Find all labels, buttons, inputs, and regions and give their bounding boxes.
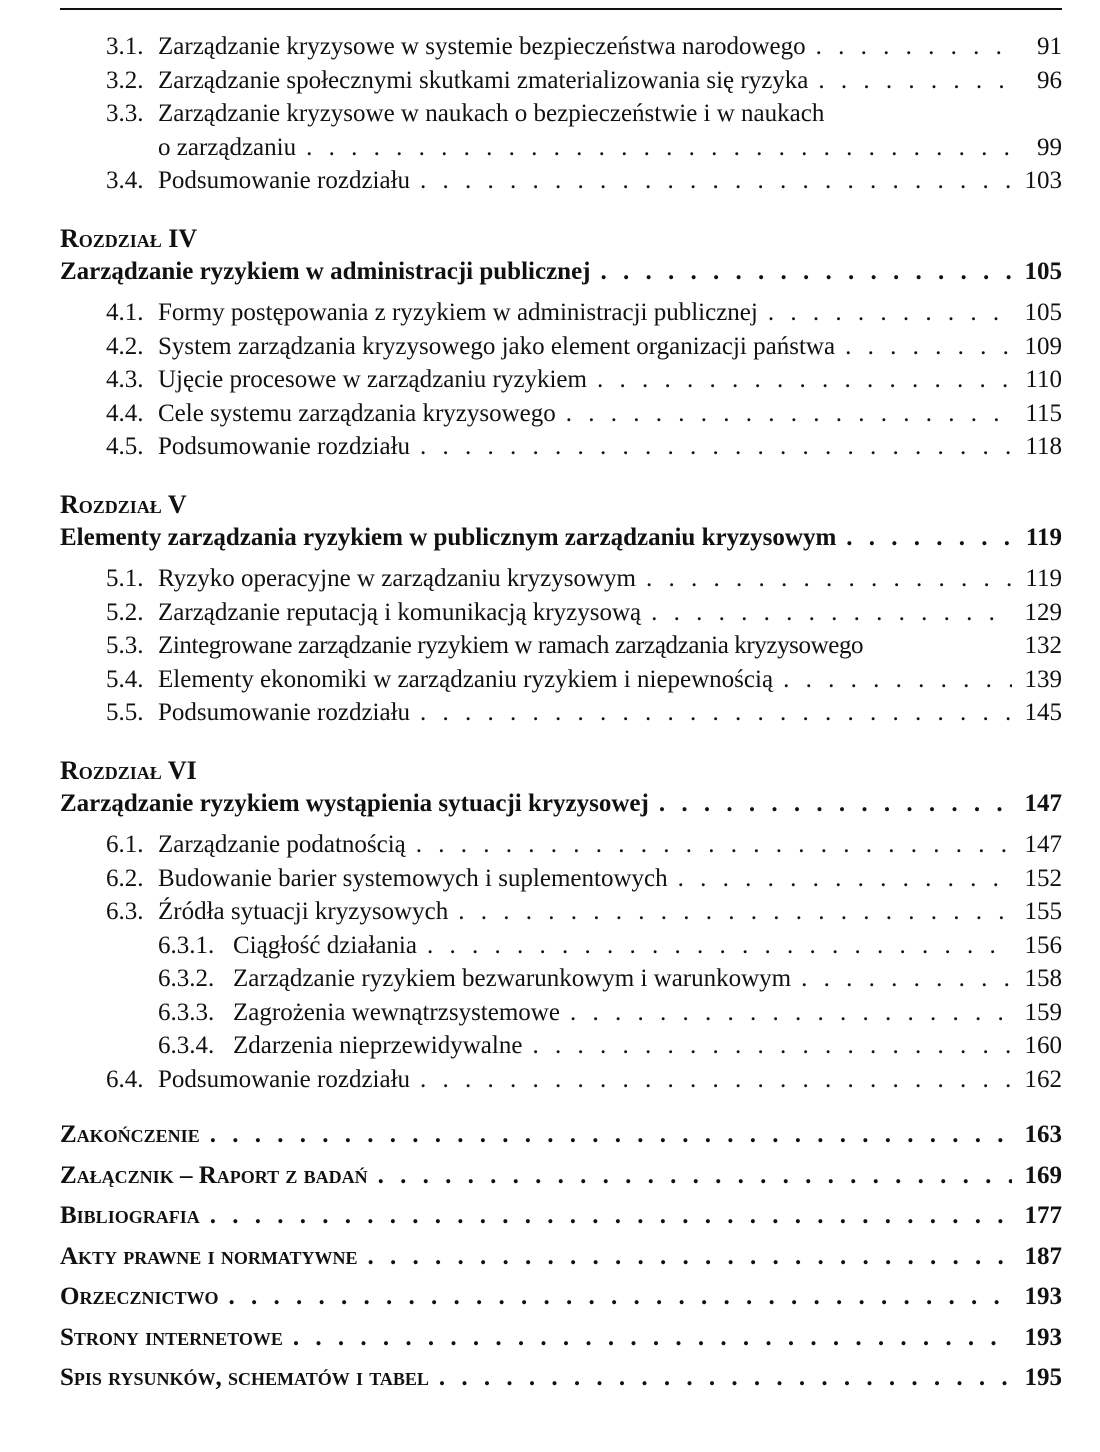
entry-number: 5.4. <box>106 665 144 693</box>
entry-page: 177 <box>1024 1202 1062 1229</box>
dot-leader <box>678 862 1012 896</box>
entry-page: 156 <box>1024 931 1062 959</box>
entry-page: 160 <box>1024 1032 1062 1059</box>
entry-number: 6.1. <box>106 831 144 858</box>
dot-leader <box>768 296 1012 330</box>
entry-title: Zdarzenia nieprzewidywalne <box>233 1032 523 1059</box>
entry-title: Formy postępowania z ryzykiem w administracji publicznej <box>158 299 758 326</box>
entry-title: Ryzyko operacyjne w zarządzaniu kryzysowym <box>158 565 636 592</box>
entry-number: 5.3. <box>106 632 144 659</box>
entry-page: 195 <box>1024 1364 1062 1391</box>
dot-leader <box>210 1199 1012 1233</box>
entry-title: Elementy ekonomiki w zarządzaniu ryzykiem i niepewnością <box>158 665 774 693</box>
toc-entry-4-2 <box>60 330 1062 364</box>
entry-number: 6.4. <box>106 1065 144 1093</box>
entry-title: System zarządzania kryzysowego jako element organizacji państwa <box>158 332 836 360</box>
entry-page: 132 <box>1024 632 1062 659</box>
entry-title: Zarządzanie kryzysowe w systemie bezpieczeństwa narodowego <box>158 33 806 60</box>
toc-entry-6-4 <box>60 1063 1062 1097</box>
dot-leader <box>846 521 1012 555</box>
toc-entry-4-5 <box>60 430 1062 464</box>
entry-page: 145 <box>1024 699 1062 726</box>
entry-title: Zarządzanie kryzysowe w naukach o bezpieczeństwie i w naukach <box>158 100 825 127</box>
toc-entry-5-2 <box>60 596 1062 630</box>
entry-page: 118 <box>1025 433 1062 460</box>
entry-number: 5.5. <box>106 699 144 726</box>
entry-number: 4.2. <box>106 332 144 360</box>
entry-page: 169 <box>1024 1161 1062 1189</box>
entry-number: 6.3. <box>106 898 144 925</box>
entry-page: 129 <box>1024 598 1062 626</box>
entry-number: 4.3. <box>106 366 144 393</box>
dot-leader <box>570 996 1012 1030</box>
dot-leader <box>420 430 1012 464</box>
toc-end-strony-internetowe <box>60 1321 1062 1355</box>
toc-entry-6-1 <box>60 828 1062 862</box>
entry-page: 147 <box>1024 789 1062 817</box>
dot-leader <box>651 596 1012 630</box>
entry-page: 105 <box>1024 299 1062 326</box>
entry-title: Budowanie barier systemowych i suplementowych <box>158 864 668 892</box>
entry-page: 103 <box>1024 167 1062 194</box>
entry-page: 163 <box>1024 1121 1062 1148</box>
entry-number: 3.2. <box>106 66 144 94</box>
dot-leader <box>818 64 1012 98</box>
dot-leader <box>420 164 1012 198</box>
entry-number: 6.3.2. <box>158 965 215 992</box>
dot-leader <box>367 1240 1012 1274</box>
entry-title: Źródła sytuacji kryzysowych <box>158 898 449 925</box>
dot-leader <box>816 30 1012 64</box>
entry-page: 155 <box>1024 898 1062 925</box>
toc-entry-4-4 <box>60 397 1062 431</box>
entry-number: 3.3. <box>106 100 144 127</box>
dot-leader <box>597 363 1012 397</box>
entry-page: 147 <box>1024 831 1062 858</box>
entry-title: Podsumowanie rozdziału <box>158 167 411 194</box>
entry-title: Bibliografia <box>60 1202 200 1229</box>
toc-entry-3-3-cont <box>60 131 1062 165</box>
dot-leader <box>427 929 1012 963</box>
dot-leader <box>228 1280 1012 1314</box>
entry-number: 6.3.4. <box>158 1032 215 1059</box>
entry-number: 6.3.1. <box>158 931 215 959</box>
chapter-title <box>60 521 1062 555</box>
entry-page: 99 <box>1037 133 1062 161</box>
entry-number: 4.1. <box>106 299 144 326</box>
dot-leader <box>532 1029 1012 1063</box>
dot-leader <box>659 787 1012 821</box>
entry-page: 105 <box>1024 257 1062 285</box>
entry-page: 110 <box>1025 366 1062 393</box>
toc-entry-4-1 <box>60 296 1062 330</box>
dot-leader <box>439 1361 1012 1395</box>
entry-page: 96 <box>1037 66 1062 94</box>
toc-end-bibliografia <box>60 1199 1062 1233</box>
toc-entry-6-3-1 <box>60 929 1062 963</box>
top-rule <box>60 8 1062 10</box>
dot-leader <box>783 663 1012 697</box>
entry-title: Zarządzanie społecznymi skutkami zmaterializowania się ryzyka <box>158 66 809 94</box>
dot-leader <box>646 562 1012 596</box>
chapter-title-text: Zarządzanie ryzykiem w administracji publicznej <box>60 257 591 285</box>
table-of-contents <box>60 30 1062 1395</box>
toc-entry-6-3-3 <box>60 996 1062 1030</box>
entry-page: 115 <box>1025 399 1062 427</box>
toc-entry-3-3 <box>60 97 1062 131</box>
toc-end-spis-rysunkow <box>60 1361 1062 1395</box>
entry-number: 6.2. <box>106 864 144 892</box>
toc-entry-3-4 <box>60 164 1062 198</box>
dot-leader <box>306 131 1012 165</box>
entry-page: 158 <box>1024 965 1062 992</box>
entry-title: Ujęcie procesowe w zarządzaniu ryzykiem <box>158 366 587 393</box>
entry-title: Cele systemu zarządzania kryzysowego <box>158 399 556 427</box>
entry-title: Orzecznictwo <box>60 1283 219 1310</box>
toc-entry-5-5 <box>60 696 1062 730</box>
entry-title: Zarządzanie ryzykiem bezwarunkowym i warunkowym <box>233 965 792 992</box>
entry-number: 3.4. <box>106 167 144 194</box>
dot-leader <box>210 1118 1012 1152</box>
entry-page: 139 <box>1024 665 1062 693</box>
chapter-title-text: Elementy zarządzania ryzykiem w publicznym zarządzaniu kryzysowym <box>60 523 837 551</box>
entry-title: Zarządzanie podatnością <box>158 831 406 858</box>
entry-page: 162 <box>1024 1065 1062 1093</box>
entry-title: Strony internetowe <box>60 1323 283 1351</box>
chapter-title <box>60 255 1062 289</box>
entry-page: 119 <box>1025 565 1062 592</box>
dot-leader <box>458 895 1012 929</box>
entry-number: 4.4. <box>106 399 144 427</box>
entry-number: 3.1. <box>106 33 144 60</box>
toc-entry-6-3-2 <box>60 962 1062 996</box>
entry-title: Podsumowanie rozdziału <box>158 699 411 726</box>
toc-entry-6-3 <box>60 895 1062 929</box>
entry-title: Załącznik – Raport z badań <box>60 1161 368 1189</box>
entry-number: 6.3.3. <box>158 998 215 1026</box>
entry-title: Zakończenie <box>60 1121 200 1148</box>
entry-title: Podsumowanie rozdziału <box>158 1065 411 1093</box>
entry-title: Spis rysunków, schematów i tabel <box>60 1364 429 1391</box>
toc-entry-6-2 <box>60 862 1062 896</box>
toc-end-zalacznik <box>60 1159 1062 1193</box>
chapter-title <box>60 787 1062 821</box>
dot-leader <box>420 1063 1012 1097</box>
entry-title: Podsumowanie rozdziału <box>158 433 411 460</box>
entry-number: 5.1. <box>106 565 144 592</box>
entry-title: Zintegrowane zarządzanie ryzykiem w ramach zarządzania kryzysowego <box>158 632 864 659</box>
entry-number: 5.2. <box>106 598 144 626</box>
entry-title: Akty prawne i normatywne <box>60 1242 358 1270</box>
dot-leader <box>378 1159 1012 1193</box>
entry-title-continuation: o zarządzaniu <box>158 133 297 161</box>
toc-entry-6-3-4 <box>60 1029 1062 1063</box>
dot-leader <box>420 696 1012 730</box>
dot-leader <box>416 828 1012 862</box>
entry-title: Zagrożenia wewnątrzsystemowe <box>233 998 560 1026</box>
toc-end-akty-prawne <box>60 1240 1062 1274</box>
toc-entry-3-2 <box>60 64 1062 98</box>
dot-leader <box>601 255 1013 289</box>
entry-title: Zarządzanie reputacją i komunikacją kryzysową <box>158 598 642 626</box>
entry-page: 152 <box>1024 864 1062 892</box>
entry-page: 159 <box>1024 998 1062 1026</box>
dot-leader <box>845 330 1012 364</box>
chapter-label: Rozdział IV <box>60 223 198 253</box>
entry-title: Ciągłość działania <box>233 931 417 959</box>
chapter-title-text: Zarządzanie ryzykiem wystąpienia sytuacji kryzysowej <box>60 789 649 817</box>
entry-page: 91 <box>1037 33 1062 60</box>
toc-end-orzecznictwo <box>60 1280 1062 1314</box>
entry-page: 193 <box>1024 1283 1062 1310</box>
entry-page: 187 <box>1024 1242 1062 1270</box>
dot-leader <box>293 1321 1012 1355</box>
toc-entry-3-1 <box>60 30 1062 64</box>
entry-number: 4.5. <box>106 433 144 460</box>
dot-leader <box>801 962 1012 996</box>
toc-entry-5-1 <box>60 562 1062 596</box>
chapter-label: Rozdział VI <box>60 755 197 785</box>
entry-page: 193 <box>1024 1323 1062 1351</box>
toc-entry-4-3 <box>60 363 1062 397</box>
entry-page: 109 <box>1024 332 1062 360</box>
entry-page: 119 <box>1025 523 1062 551</box>
chapter-label: Rozdział V <box>60 489 187 519</box>
toc-entry-5-4 <box>60 663 1062 697</box>
dot-leader <box>566 397 1012 431</box>
toc-entry-5-3 <box>60 629 1062 663</box>
toc-end-zakonczenie <box>60 1118 1062 1152</box>
